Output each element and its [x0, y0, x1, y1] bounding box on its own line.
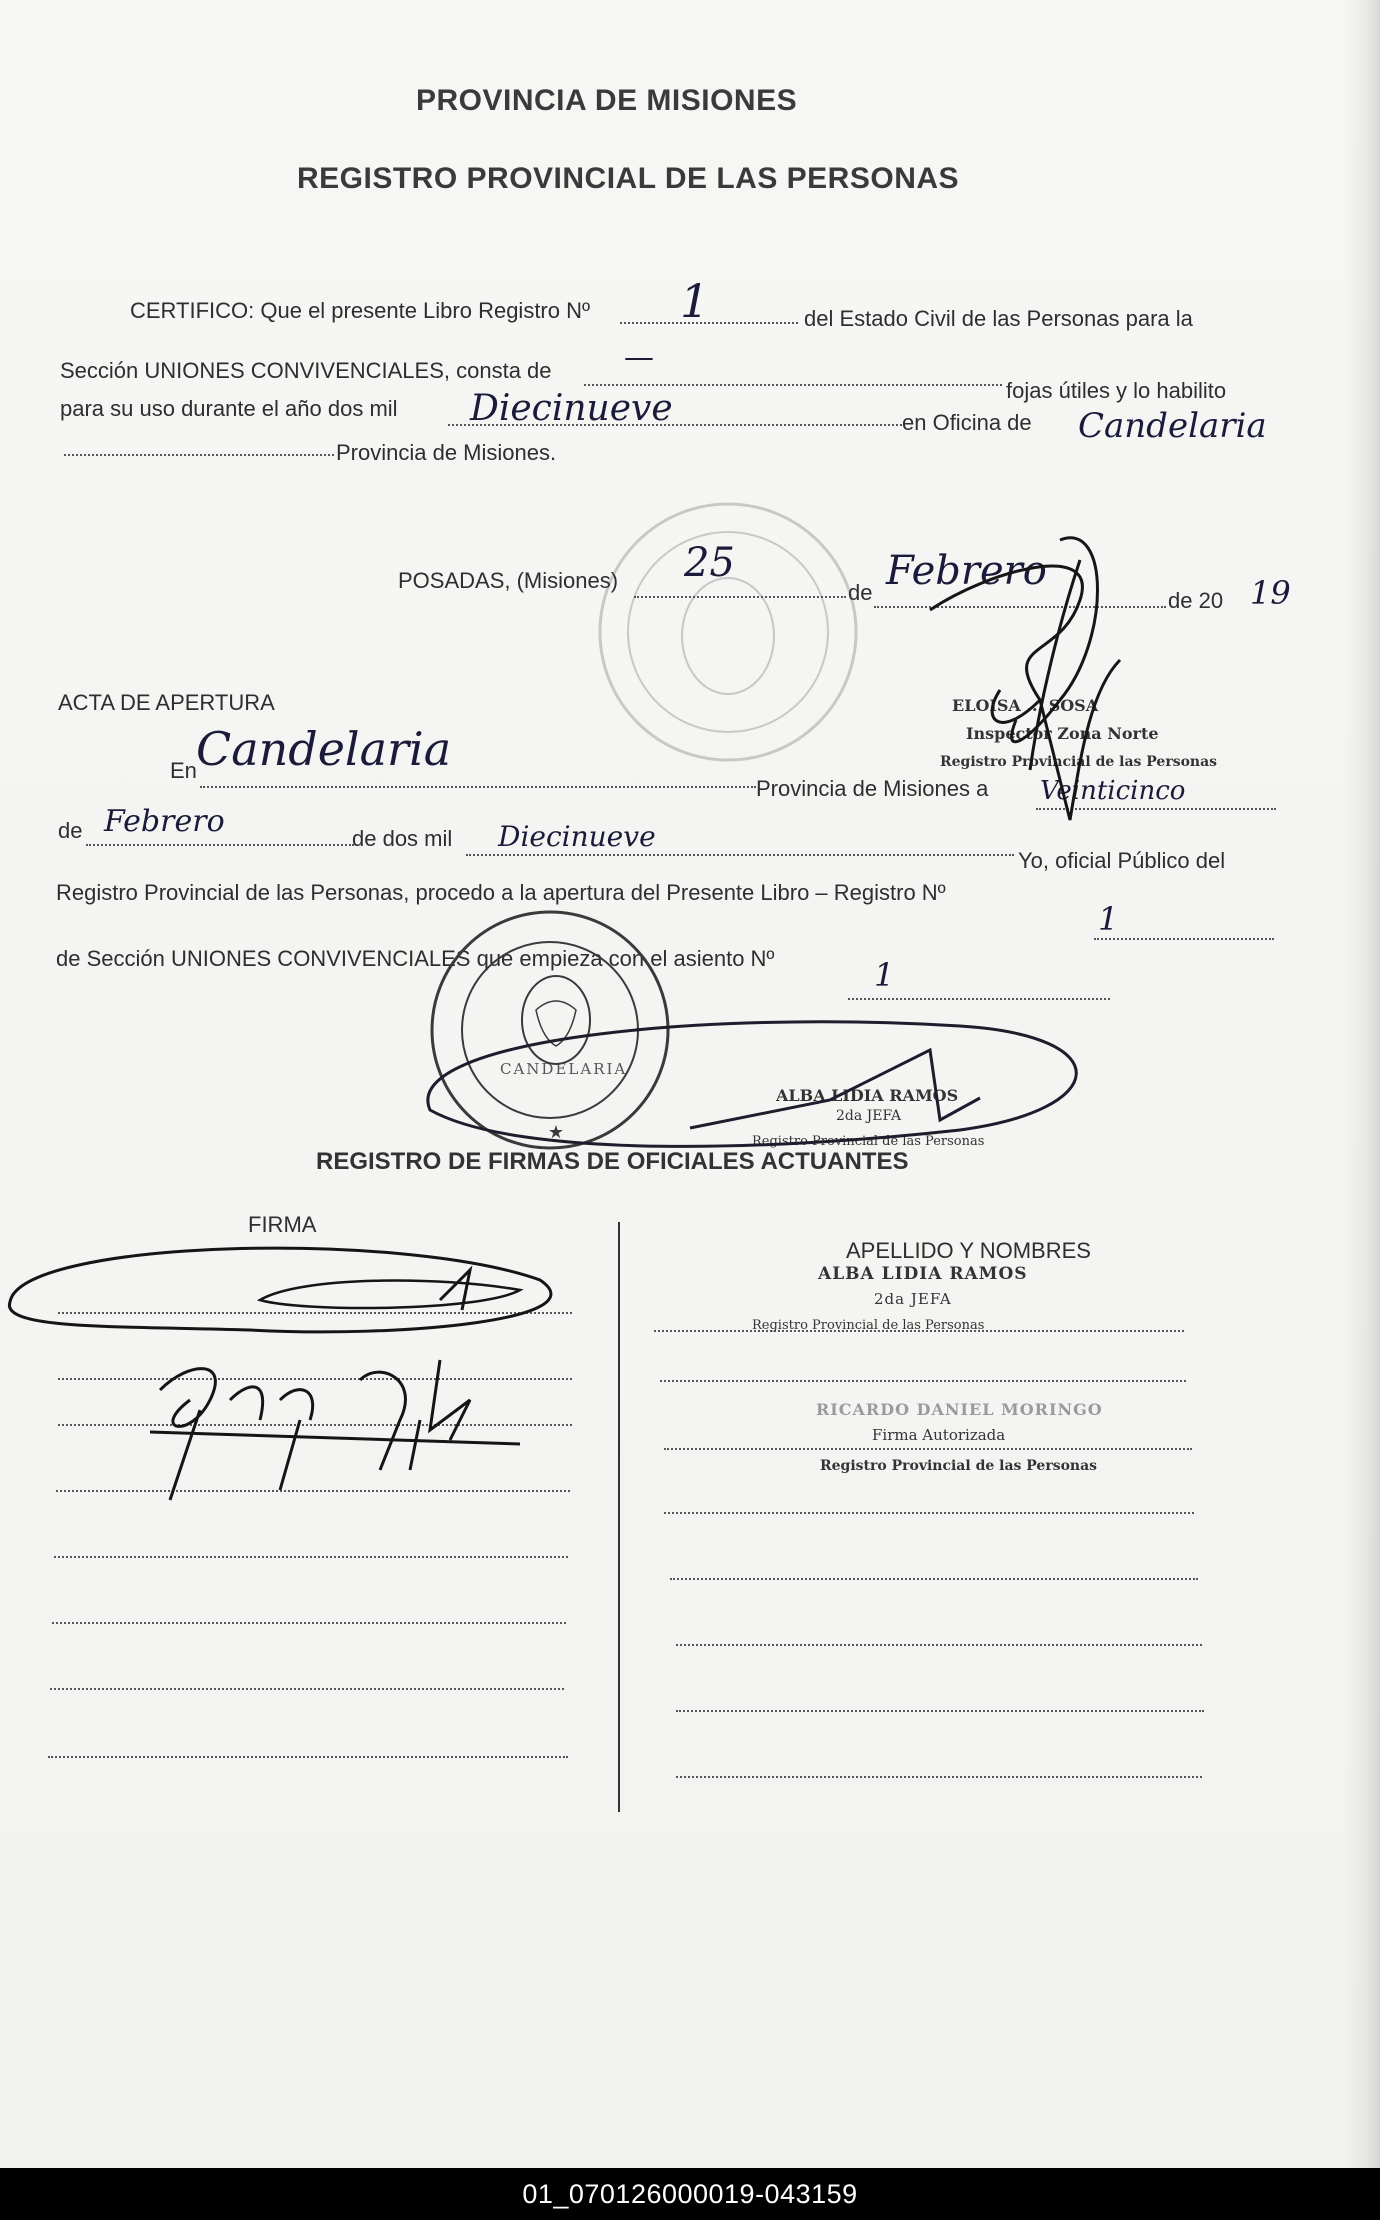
libro-number-handwritten: 1: [680, 274, 710, 328]
month2-handwritten: Febrero: [104, 804, 225, 839]
acta-title: ACTA DE APERTURA: [58, 690, 275, 715]
acta-de: de: [58, 818, 83, 843]
day-words-handwritten: Veinticinco: [1040, 776, 1186, 806]
cert-line2-suffix: fojas útiles y lo habilito: [1006, 378, 1227, 403]
signer2-name-stamp: RICARDO DANIEL MORINGO: [816, 1400, 1103, 1419]
acta-provincia-label: Provincia de Misiones a: [756, 776, 989, 801]
inspector-loop: [1030, 560, 1080, 770]
posadas-de1: de: [848, 580, 873, 605]
jefa-role-stamp: 2da JEFA: [836, 1108, 902, 1124]
day-handwritten: 25: [684, 540, 735, 586]
jefa-org-stamp-2: Registro Provincial de las Personas: [752, 1318, 985, 1333]
office-handwritten: Candelaria: [1078, 406, 1267, 446]
year2-handwritten: Diecinueve: [498, 820, 656, 853]
faint-round-seal: [600, 504, 856, 760]
place-handwritten: Candelaria: [196, 722, 452, 776]
firma-signature-2-tails: [170, 1410, 420, 1500]
acta-line4: de Sección UNIONES CONVIVENCIALES que empieza con el asiento Nº: [56, 946, 775, 971]
fojas-handwritten: —: [624, 340, 654, 375]
col-firma-header: FIRMA: [248, 1212, 317, 1237]
inspector-role-stamp: Inspector Zona Norte: [966, 724, 1159, 743]
year-suffix-handwritten: 19: [1250, 574, 1291, 612]
acta-yo-oficial: Yo, oficial Público del: [1018, 848, 1226, 873]
jefa-name-stamp: ALBA LIDIA RAMOS: [776, 1086, 959, 1105]
registry-title: REGISTRO PROVINCIAL DE LAS PERSONAS: [297, 162, 960, 195]
cert-line2-label: Sección UNIONES CONVIVENCIALES, consta de: [60, 358, 552, 383]
acta-line3: Registro Provincial de las Personas, procedo a la apertura del Presente Libro – Registro Nº: [56, 880, 946, 905]
cert-line3-office-label: en Oficina de: [902, 410, 1032, 435]
month-handwritten: Febrero: [886, 548, 1047, 594]
acta-en: En: [170, 758, 197, 783]
jefa-signature: [690, 1050, 980, 1128]
firma-oval-signature: [9, 1248, 551, 1332]
svg-text:★: ★: [547, 1122, 565, 1142]
cert-line1-label: CERTIFICO: Que el presente Libro Registro Nº: [130, 298, 591, 323]
acta-dos-mil: de dos mil: [352, 826, 453, 851]
seal-text: CANDELARIA: [500, 1060, 628, 1078]
firma-oval-inner: [260, 1281, 520, 1309]
col-nombres-header: APELLIDO Y NOMBRES: [846, 1238, 1091, 1263]
signer2-org-stamp: Registro Provincial de las Personas: [820, 1458, 1098, 1474]
cert-line4: Provincia de Misiones.: [336, 440, 557, 465]
footer-code: 01_070126000019-043159: [0, 2168, 1380, 2220]
jefa-name-stamp-2: ALBA LIDIA RAMOS: [818, 1264, 1028, 1284]
asiento-handwritten: 1: [874, 956, 895, 994]
province-title: PROVINCIA DE MISIONES: [416, 84, 798, 117]
firmas-title: REGISTRO DE FIRMAS DE OFICIALES ACTUANTES: [316, 1148, 909, 1175]
firma-signature-2-underline: [150, 1432, 520, 1444]
inspector-name-stamp: ELOISA ... SOSA: [952, 696, 1099, 715]
jefa-org-stamp: Registro Provincial de las Personas: [752, 1134, 985, 1149]
signer2-role-stamp: Firma Autorizada: [872, 1426, 1006, 1444]
posadas-label: POSADAS, (Misiones): [398, 568, 619, 593]
year-handwritten: Diecinueve: [470, 388, 673, 429]
posadas-de2: de 20: [1168, 588, 1224, 613]
cert-line3-label: para su uso durante el año dos mil: [60, 396, 398, 421]
jefa-role-stamp-2: 2da JEFA: [874, 1290, 952, 1308]
cert-line1-suffix: del Estado Civil de las Personas para la: [804, 306, 1193, 331]
libro2-handwritten: 1: [1098, 900, 1119, 938]
inspector-org-stamp: Registro Provincial de las Personas: [940, 754, 1218, 770]
inspector-signature: [930, 566, 1120, 820]
firma-signature-2: [160, 1360, 470, 1470]
